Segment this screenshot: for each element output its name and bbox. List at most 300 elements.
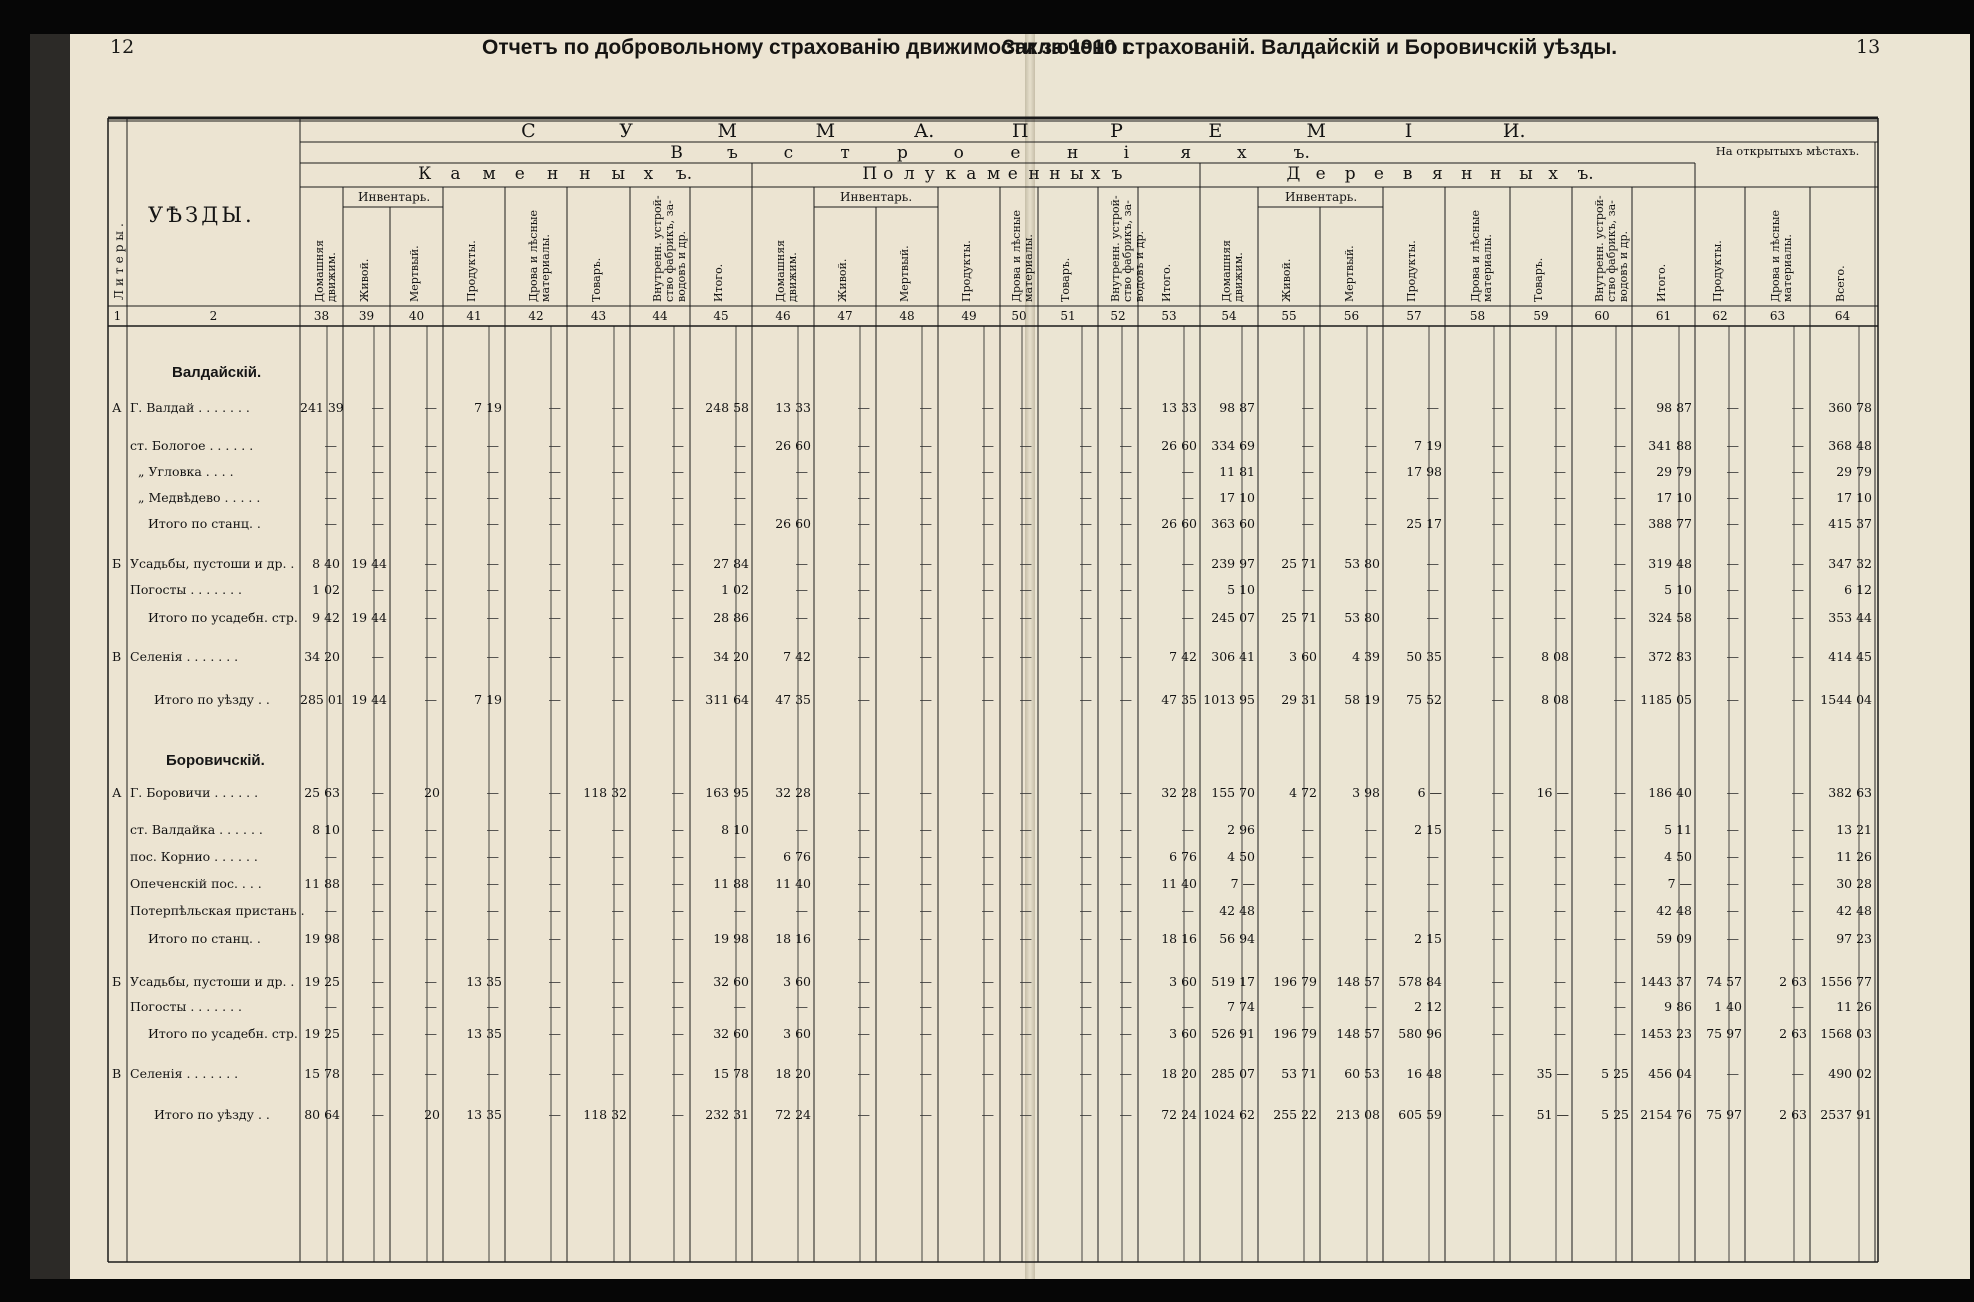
empty-cell-dash: —	[981, 582, 994, 597]
empty-cell-dash: —	[857, 400, 870, 415]
empty-cell-dash: —	[611, 610, 624, 625]
empty-cell-dash: —	[1613, 849, 1626, 864]
table-cell: 7 19	[474, 692, 502, 707]
empty-cell-dash: —	[1553, 974, 1566, 989]
empty-cell-dash: —	[1301, 849, 1314, 864]
col-label-62: Продукты.	[1711, 240, 1724, 302]
empty-cell-dash: —	[857, 1107, 870, 1122]
empty-cell-dash: —	[548, 490, 561, 505]
empty-cell-dash: —	[981, 516, 994, 531]
empty-cell-dash: —	[671, 1026, 684, 1041]
empty-cell-dash: —	[1019, 400, 1032, 415]
empty-cell-dash: —	[611, 692, 624, 707]
table-cell: 7 19	[1414, 438, 1442, 453]
table-cell: 241 39	[300, 400, 344, 415]
table-cell: 7 —	[1667, 876, 1692, 891]
empty-cell-dash: —	[1301, 876, 1314, 891]
empty-cell-dash: —	[486, 582, 499, 597]
table-cell: 353 44	[1828, 610, 1872, 625]
table-cell: 28 86	[713, 610, 749, 625]
right-page-number: 13	[1856, 36, 1881, 58]
table-cell: 29 79	[1836, 464, 1872, 479]
empty-cell-dash: —	[857, 931, 870, 946]
table-cell: 248 58	[705, 400, 749, 415]
table-cell: 53 80	[1344, 610, 1380, 625]
empty-cell-dash: —	[1301, 464, 1314, 479]
empty-cell-dash: —	[1119, 610, 1132, 625]
table-cell: 341 88	[1648, 438, 1692, 453]
col-number: 48	[899, 309, 915, 323]
col-label-52: Внутренн. устрой-ство фабрикъ, за-водовъ и др.	[1109, 195, 1146, 302]
empty-cell-dash: —	[1364, 903, 1377, 918]
empty-cell-dash: —	[795, 822, 808, 837]
empty-cell-dash: —	[1791, 876, 1804, 891]
table-cell: 8 10	[312, 822, 340, 837]
col-label-53: Итого.	[1160, 263, 1173, 302]
empty-cell-dash: —	[1364, 400, 1377, 415]
table-cell: 11 40	[775, 876, 811, 891]
empty-cell-dash: —	[919, 649, 932, 664]
col-number: 60	[1594, 309, 1610, 323]
empty-cell-dash: —	[1553, 876, 1566, 891]
empty-cell-dash: —	[671, 822, 684, 837]
col-label-49: Продукты.	[960, 240, 973, 302]
empty-cell-dash: —	[1019, 1107, 1032, 1122]
empty-cell-dash: —	[1079, 400, 1092, 415]
empty-cell-dash: —	[324, 516, 337, 531]
table-cell: 27 84	[713, 556, 749, 571]
table-cell: 1556 77	[1820, 974, 1872, 989]
empty-cell-dash: —	[611, 556, 624, 571]
table-cell: 15 78	[713, 1066, 749, 1081]
table-cell: 2537 91	[1820, 1107, 1872, 1122]
table-cell: 363 60	[1211, 516, 1255, 531]
empty-cell-dash: —	[1491, 999, 1504, 1014]
empty-cell-dash: —	[371, 849, 384, 864]
empty-cell-dash: —	[1119, 876, 1132, 891]
empty-cell-dash: —	[1119, 931, 1132, 946]
empty-cell-dash: —	[1119, 582, 1132, 597]
row-litera: А	[112, 400, 122, 415]
table-cell: 29 31	[1281, 692, 1317, 707]
empty-cell-dash: —	[919, 931, 932, 946]
empty-cell-dash: —	[1079, 649, 1092, 664]
empty-cell-dash: —	[611, 931, 624, 946]
col-number: 51	[1060, 309, 1076, 323]
summa-premii-letter: М	[717, 120, 737, 142]
empty-cell-dash: —	[1119, 999, 1132, 1014]
empty-cell-dash: —	[671, 556, 684, 571]
table-cell: 3 60	[1169, 974, 1197, 989]
empty-cell-dash: —	[371, 822, 384, 837]
summa-premii-letter: И.	[1502, 120, 1526, 142]
empty-cell-dash: —	[981, 610, 994, 625]
table-cell: 25 71	[1281, 556, 1317, 571]
table-cell: 456 04	[1648, 1066, 1692, 1081]
table-cell: 519 17	[1211, 974, 1255, 989]
empty-cell-dash: —	[371, 876, 384, 891]
table-cell: 490 02	[1828, 1066, 1872, 1081]
section-valdaiskiy: Валдайскій.	[172, 364, 262, 381]
row-label: Итого по усадебн. стр.	[148, 1026, 298, 1041]
table-cell: 59 09	[1656, 931, 1692, 946]
empty-cell-dash: —	[1791, 999, 1804, 1014]
empty-cell-dash: —	[795, 903, 808, 918]
table-cell: 5 25	[1601, 1107, 1629, 1122]
empty-cell-dash: —	[919, 999, 932, 1014]
empty-cell-dash: —	[424, 610, 437, 625]
table-cell: 18 20	[1161, 1066, 1197, 1081]
empty-cell-dash: —	[919, 1066, 932, 1081]
empty-cell-dash: —	[733, 849, 746, 864]
col-number: 46	[775, 309, 791, 323]
table-cell: 118 32	[583, 785, 627, 800]
empty-cell-dash: —	[1079, 876, 1092, 891]
table-cell: 4 39	[1352, 649, 1380, 664]
empty-cell-dash: —	[1553, 999, 1566, 1014]
table-cell: 6 12	[1844, 582, 1872, 597]
empty-cell-dash: —	[424, 516, 437, 531]
empty-cell-dash: —	[611, 438, 624, 453]
empty-cell-dash: —	[486, 849, 499, 864]
empty-cell-dash: —	[1491, 974, 1504, 989]
empty-cell-dash: —	[981, 490, 994, 505]
empty-cell-dash: —	[1491, 822, 1504, 837]
empty-cell-dash: —	[981, 974, 994, 989]
col-number: 63	[1769, 309, 1786, 323]
empty-cell-dash: —	[371, 1066, 384, 1081]
table-cell: 32 60	[713, 974, 749, 989]
empty-cell-dash: —	[1553, 556, 1566, 571]
empty-cell-dash: —	[1426, 876, 1439, 891]
empty-cell-dash: —	[919, 1026, 932, 1041]
polukamennykh-letter: ы	[1070, 164, 1084, 184]
row-litera: В	[112, 1066, 122, 1081]
empty-cell-dash: —	[371, 438, 384, 453]
table-cell: 6 76	[783, 849, 811, 864]
col-number: 50	[1011, 309, 1027, 323]
empty-cell-dash: —	[1491, 438, 1504, 453]
empty-cell-dash: —	[611, 822, 624, 837]
empty-cell-dash: —	[1079, 490, 1092, 505]
empty-cell-dash: —	[1019, 438, 1032, 453]
empty-cell-dash: —	[1553, 438, 1566, 453]
empty-cell-dash: —	[795, 999, 808, 1014]
row-label: Итого по станц. .	[148, 931, 261, 946]
empty-cell-dash: —	[1726, 400, 1739, 415]
empty-cell-dash: —	[981, 999, 994, 1014]
empty-cell-dash: —	[371, 999, 384, 1014]
table-cell: 32 28	[775, 785, 811, 800]
table-cell: 19 98	[304, 931, 340, 946]
table-cell: 20	[424, 1107, 440, 1122]
empty-cell-dash: —	[1364, 438, 1377, 453]
table-cell: 25 17	[1406, 516, 1442, 531]
empty-cell-dash: —	[1491, 490, 1504, 505]
empty-cell-dash: —	[1019, 490, 1032, 505]
empty-cell-dash: —	[733, 438, 746, 453]
col-number: 44	[652, 309, 668, 323]
empty-cell-dash: —	[548, 1026, 561, 1041]
empty-cell-dash: —	[486, 490, 499, 505]
empty-cell-dash: —	[1726, 610, 1739, 625]
empty-cell-dash: —	[919, 822, 932, 837]
row-label: Г. Валдай . . . . . . .	[130, 400, 250, 415]
section-borovichskiy: Боровичскій.	[166, 752, 265, 769]
col-label-43: Товаръ.	[589, 257, 603, 302]
table-cell: 50 35	[1406, 649, 1442, 664]
empty-cell-dash: —	[795, 582, 808, 597]
empty-cell-dash: —	[1079, 692, 1092, 707]
table-cell: 13 21	[1836, 822, 1872, 837]
empty-cell-dash: —	[424, 1066, 437, 1081]
table-cell: 2 96	[1227, 822, 1255, 837]
v-stroeniyakh-letter: с	[783, 143, 794, 163]
empty-cell-dash: —	[1491, 876, 1504, 891]
empty-cell-dash: —	[1613, 610, 1626, 625]
table-cell: 47 35	[775, 692, 811, 707]
empty-cell-dash: —	[1726, 931, 1739, 946]
table-cell: 118 32	[583, 1107, 627, 1122]
empty-cell-dash: —	[671, 692, 684, 707]
col-label-42: Дрова и лѣсные материалы.	[527, 209, 552, 302]
v-stroeniyakh-letter: В	[670, 143, 683, 163]
empty-cell-dash: —	[1019, 516, 1032, 531]
table-cell: 7 19	[474, 400, 502, 415]
empty-cell-dash: —	[1364, 876, 1377, 891]
empty-cell-dash: —	[1726, 903, 1739, 918]
empty-cell-dash: —	[1426, 556, 1439, 571]
empty-cell-dash: —	[1119, 556, 1132, 571]
table-cell: 196 79	[1273, 1026, 1317, 1041]
empty-cell-dash: —	[981, 1066, 994, 1081]
table-cell: 4 72	[1289, 785, 1317, 800]
empty-cell-dash: —	[371, 649, 384, 664]
kamennykh-letter: К	[418, 164, 432, 184]
empty-cell-dash: —	[1613, 1026, 1626, 1041]
table-cell: 526 91	[1211, 1026, 1255, 1041]
empty-cell-dash: —	[424, 822, 437, 837]
empty-cell-dash: —	[1791, 649, 1804, 664]
empty-cell-dash: —	[1553, 610, 1566, 625]
table-cell: 75 97	[1706, 1026, 1742, 1041]
polukamennykh-letter: П	[862, 164, 878, 184]
empty-cell-dash: —	[548, 692, 561, 707]
empty-cell-dash: —	[1181, 903, 1194, 918]
empty-cell-dash: —	[1491, 903, 1504, 918]
empty-cell-dash: —	[424, 1026, 437, 1041]
kamennykh-letter: ы	[611, 164, 625, 184]
table-cell: 3 98	[1352, 785, 1380, 800]
inventar-label-2: Инвентарь.	[840, 190, 913, 204]
polukamennykh-letter: о	[883, 164, 894, 184]
empty-cell-dash: —	[1426, 400, 1439, 415]
row-label: ст. Валдайка . . . . . .	[130, 822, 263, 837]
empty-cell-dash: —	[857, 785, 870, 800]
row-label: Опеченскій пос. . . .	[130, 876, 262, 891]
table-cell: 1 02	[312, 582, 340, 597]
kamennykh-letter: ъ.	[675, 164, 693, 184]
empty-cell-dash: —	[671, 974, 684, 989]
empty-cell-dash: —	[857, 999, 870, 1014]
open-places-label: На открытыхъ мѣстахъ.	[1715, 144, 1860, 158]
col-number: 41	[466, 309, 482, 323]
table-cell: 8 08	[1541, 649, 1569, 664]
empty-cell-dash: —	[981, 556, 994, 571]
empty-cell-dash: —	[1613, 974, 1626, 989]
empty-cell-dash: —	[424, 464, 437, 479]
row-label: Итого по усадебн. стр.	[148, 610, 298, 625]
empty-cell-dash: —	[981, 876, 994, 891]
col-number: 38	[313, 309, 330, 323]
empty-cell-dash: —	[1181, 610, 1194, 625]
empty-cell-dash: —	[1491, 1066, 1504, 1081]
table-cell: 25 71	[1281, 610, 1317, 625]
empty-cell-dash: —	[548, 1066, 561, 1081]
table-cell: 285 07	[1211, 1066, 1255, 1081]
empty-cell-dash: —	[1301, 582, 1314, 597]
empty-cell-dash: —	[1553, 931, 1566, 946]
empty-cell-dash: —	[671, 849, 684, 864]
empty-cell-dash: —	[1019, 974, 1032, 989]
table-cell: 196 79	[1273, 974, 1317, 989]
empty-cell-dash: —	[1364, 490, 1377, 505]
empty-cell-dash: —	[1613, 582, 1626, 597]
empty-cell-dash: —	[486, 464, 499, 479]
empty-cell-dash: —	[1079, 516, 1092, 531]
empty-cell-dash: —	[424, 999, 437, 1014]
empty-cell-dash: —	[1119, 400, 1132, 415]
table-cell: 19 44	[351, 610, 387, 625]
row-label: Погосты . . . . . . .	[130, 999, 242, 1014]
empty-cell-dash: —	[1553, 822, 1566, 837]
empty-cell-dash: —	[1019, 785, 1032, 800]
empty-cell-dash: —	[1119, 785, 1132, 800]
inventar-label-3: Инвентарь.	[1285, 190, 1358, 204]
empty-cell-dash: —	[733, 903, 746, 918]
polukamennykh-letter: к	[945, 164, 957, 184]
empty-cell-dash: —	[611, 516, 624, 531]
empty-cell-dash: —	[1079, 785, 1092, 800]
empty-cell-dash: —	[1079, 931, 1092, 946]
col-label-47: Живой.	[836, 258, 849, 302]
empty-cell-dash: —	[486, 876, 499, 891]
empty-cell-dash: —	[611, 464, 624, 479]
table-cell: 13 35	[466, 974, 502, 989]
empty-cell-dash: —	[857, 582, 870, 597]
empty-cell-dash: —	[1019, 849, 1032, 864]
col-label-59: Товаръ.	[1532, 257, 1545, 302]
empty-cell-dash: —	[1119, 516, 1132, 531]
empty-cell-dash: —	[1119, 490, 1132, 505]
table-cell: 605 59	[1398, 1107, 1442, 1122]
table-cell: 34 20	[304, 649, 340, 664]
empty-cell-dash: —	[1119, 903, 1132, 918]
empty-cell-dash: —	[1019, 822, 1032, 837]
empty-cell-dash: —	[857, 464, 870, 479]
col-number: 1	[113, 309, 122, 323]
empty-cell-dash: —	[1791, 903, 1804, 918]
table-cell: 11 26	[1836, 849, 1872, 864]
empty-cell-dash: —	[371, 516, 384, 531]
empty-cell-dash: —	[919, 974, 932, 989]
empty-cell-dash: —	[1119, 974, 1132, 989]
empty-cell-dash: —	[1553, 849, 1566, 864]
table-cell: 3 60	[783, 974, 811, 989]
empty-cell-dash: —	[486, 931, 499, 946]
summa-premii-letter: У	[619, 120, 633, 142]
empty-cell-dash: —	[1791, 849, 1804, 864]
table-cell: 98 87	[1219, 400, 1255, 415]
empty-cell-dash: —	[1181, 490, 1194, 505]
derevyannykh-letter: Д	[1286, 164, 1301, 184]
empty-cell-dash: —	[1491, 556, 1504, 571]
empty-cell-dash: —	[1553, 464, 1566, 479]
polukamennykh-letter: у	[924, 164, 935, 184]
empty-cell-dash: —	[424, 438, 437, 453]
table-cell: 580 96	[1398, 1026, 1442, 1041]
table-cell: 4 50	[1664, 849, 1692, 864]
empty-cell-dash: —	[1791, 582, 1804, 597]
empty-cell-dash: —	[1791, 490, 1804, 505]
table-cell: 3 60	[783, 1026, 811, 1041]
empty-cell-dash: —	[424, 931, 437, 946]
table-cell: 1185 05	[1640, 692, 1692, 707]
empty-cell-dash: —	[1301, 438, 1314, 453]
table-cell: 42 48	[1656, 903, 1692, 918]
empty-cell-dash: —	[857, 822, 870, 837]
empty-cell-dash: —	[1791, 931, 1804, 946]
table-cell: 334 69	[1211, 438, 1255, 453]
empty-cell-dash: —	[611, 1066, 624, 1081]
empty-cell-dash: —	[1613, 822, 1626, 837]
col-label-40: Мертвый.	[407, 245, 421, 302]
summa-premii-letter: С	[521, 120, 536, 142]
empty-cell-dash: —	[1364, 931, 1377, 946]
empty-cell-dash: —	[1726, 849, 1739, 864]
empty-cell-dash: —	[424, 849, 437, 864]
empty-cell-dash: —	[1726, 876, 1739, 891]
empty-cell-dash: —	[857, 516, 870, 531]
empty-cell-dash: —	[424, 649, 437, 664]
empty-cell-dash: —	[919, 516, 932, 531]
table-cell: 1024 62	[1203, 1107, 1255, 1122]
empty-cell-dash: —	[424, 903, 437, 918]
empty-cell-dash: —	[1613, 692, 1626, 707]
empty-cell-dash: —	[1553, 582, 1566, 597]
empty-cell-dash: —	[424, 400, 437, 415]
row-label: Селенія . . . . . . .	[130, 1066, 239, 1081]
col-label-60: Внутренн. устрой-ство фабрикъ, за-водовъ и др.	[1593, 195, 1630, 302]
empty-cell-dash: —	[424, 974, 437, 989]
table-cell: 30 28	[1836, 876, 1872, 891]
empty-cell-dash: —	[919, 876, 932, 891]
kamennykh-letter: м	[482, 164, 496, 184]
v-stroeniyakh-letter: р	[897, 143, 908, 163]
empty-cell-dash: —	[611, 582, 624, 597]
empty-cell-dash: —	[486, 822, 499, 837]
table-cell: 148 57	[1336, 1026, 1380, 1041]
empty-cell-dash: —	[1079, 974, 1092, 989]
table-cell: 18 16	[1161, 931, 1197, 946]
polukamennykh-letter: н	[1049, 164, 1061, 184]
empty-cell-dash: —	[1491, 464, 1504, 479]
empty-cell-dash: —	[919, 610, 932, 625]
empty-cell-dash: —	[424, 556, 437, 571]
empty-cell-dash: —	[981, 822, 994, 837]
col-number: 59	[1533, 309, 1549, 323]
empty-cell-dash: —	[1301, 903, 1314, 918]
